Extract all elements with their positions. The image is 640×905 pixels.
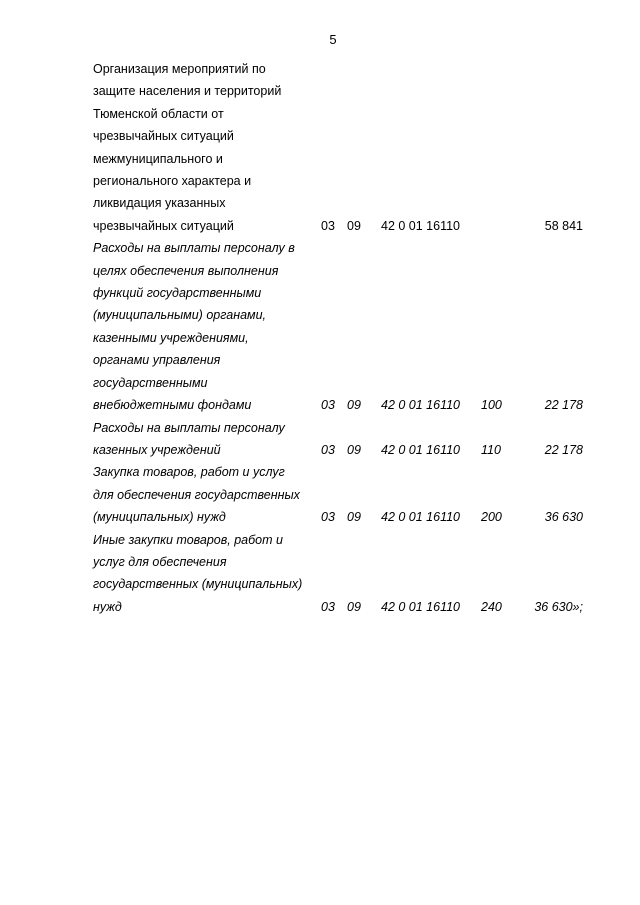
- row-section-code: 03: [321, 398, 335, 413]
- row-name-line: нужд: [93, 599, 122, 614]
- row-expense-type-code: 200: [481, 510, 502, 525]
- row-amount: 58 841: [544, 218, 583, 233]
- row-name-line: межмуниципального и: [93, 151, 223, 166]
- row-target-article-code: 42 0 01 16110: [381, 442, 461, 457]
- row-name-line: Иные закупки товаров, работ и: [93, 532, 283, 547]
- row-name: [93, 417, 308, 462]
- row-name-line: услуг для обеспечения: [93, 554, 227, 569]
- row-name-line: внебюджетными фондами: [93, 398, 252, 413]
- row-name-line: государственных (муниципальных): [93, 577, 303, 592]
- row-name-line: чрезвычайных ситуаций: [93, 129, 234, 144]
- row-name-line: Закупка товаров, работ и услуг: [93, 465, 285, 480]
- row-section-code: 03: [321, 510, 335, 525]
- row-expense-type-code: 100: [481, 398, 502, 413]
- row-name-line: (муниципальных) нужд: [93, 510, 226, 525]
- row-subsection-code: 09: [347, 599, 361, 614]
- row-section-code: 03: [321, 599, 335, 614]
- row-name-line: органами управления: [93, 353, 221, 368]
- row-section-code: 03: [321, 442, 335, 457]
- page-number: 5: [329, 32, 337, 47]
- row-expense-type-code: 240: [481, 599, 502, 614]
- row-section-code: 03: [321, 218, 335, 233]
- row-target-article-code: 42 0 01 16110: [381, 599, 461, 614]
- row-name-line: чрезвычайных ситуаций: [93, 218, 234, 233]
- table-row: [0, 417, 640, 462]
- row-name-line: Тюменской области от: [93, 106, 224, 121]
- row-subsection-code: 09: [347, 218, 361, 233]
- row-name-line: регионального характера и: [93, 174, 252, 189]
- row-name: [93, 461, 308, 528]
- budget-table: [0, 58, 640, 618]
- row-name: [93, 237, 308, 416]
- table-row: [0, 529, 640, 619]
- row-name-line: Расходы на выплаты персоналу: [93, 420, 285, 435]
- row-amount: 36 630: [544, 510, 583, 525]
- row-name-line: функций государственными: [93, 286, 262, 301]
- table-row: [0, 461, 640, 528]
- table-row: [0, 58, 640, 237]
- row-expense-type-code: 110: [481, 442, 501, 457]
- row-name-line: для обеспечения государственных: [93, 487, 300, 502]
- row-target-article-code: 42 0 01 16110: [381, 510, 461, 525]
- row-target-article-code: 42 0 01 16110: [381, 398, 461, 413]
- row-name-line: казенных учреждений: [93, 442, 221, 457]
- row-name-line: ликвидация указанных: [93, 196, 226, 211]
- row-subsection-code: 09: [347, 398, 361, 413]
- row-amount: 22 178: [544, 398, 583, 413]
- row-subsection-code: 09: [347, 510, 361, 525]
- row-name-line: (муниципальными) органами,: [93, 308, 267, 323]
- row-name-line: целях обеспечения выполнения: [93, 263, 279, 278]
- row-amount: 36 630»;: [534, 599, 583, 614]
- row-subsection-code: 09: [347, 442, 361, 457]
- row-name: [93, 58, 308, 237]
- row-name-line: Расходы на выплаты персоналу в: [93, 241, 295, 256]
- row-name-line: защите населения и территорий: [93, 84, 282, 99]
- table-row: [0, 237, 640, 416]
- row-name-line: казенными учреждениями,: [93, 330, 249, 345]
- row-target-article-code: 42 0 01 16110: [381, 218, 461, 233]
- row-name-line: Организация мероприятий по: [93, 62, 266, 76]
- row-name-line: государственными: [93, 375, 208, 390]
- row-amount: 22 178: [544, 442, 583, 457]
- row-name: [93, 529, 308, 619]
